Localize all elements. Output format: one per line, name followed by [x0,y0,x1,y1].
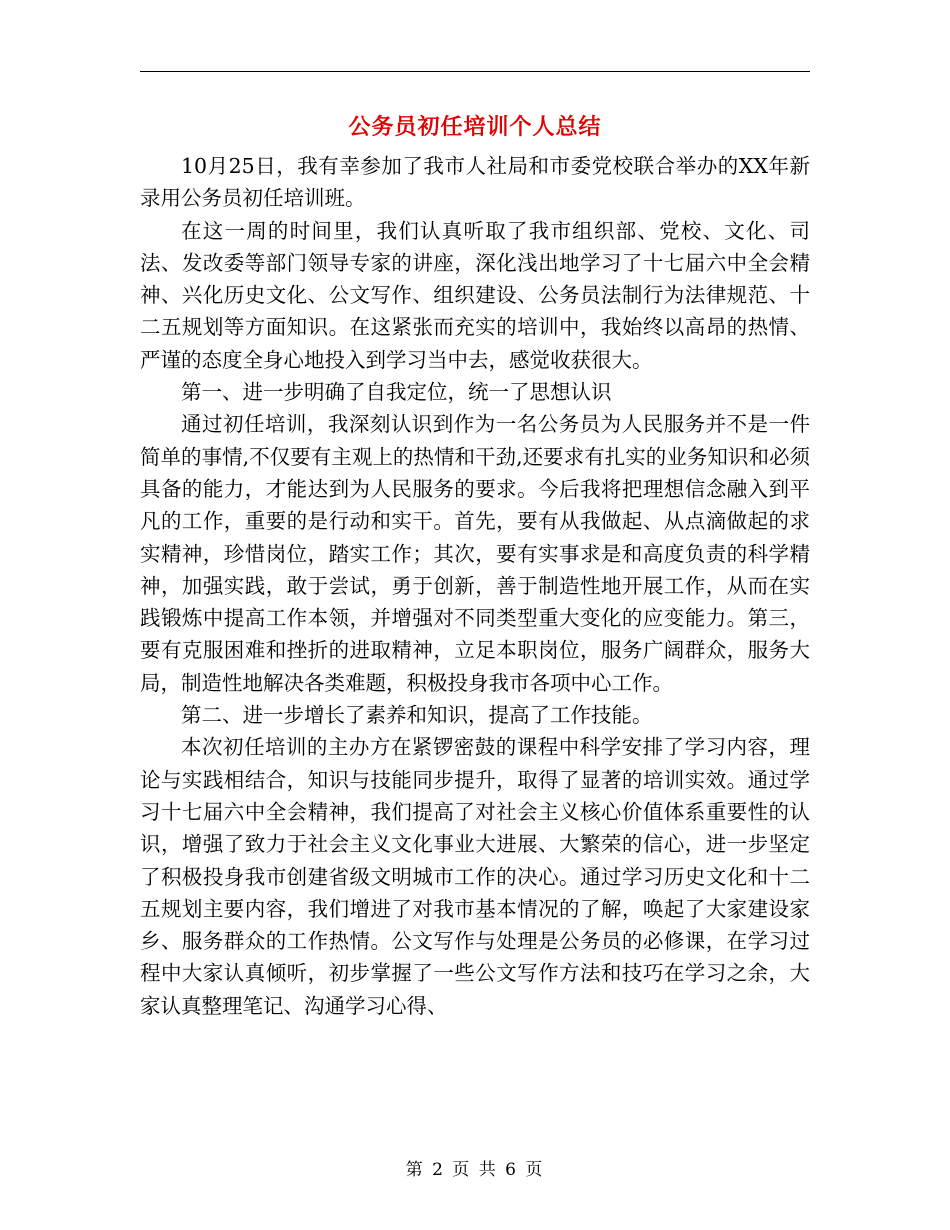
paragraph-overview: 在这一周的时间里，我们认真听取了我市组织部、党校、文化、司法、发改委等部门领导专家的讲座，深化浅出地学习了十七届六中全会精神、兴化历史文化、公文写作、组织建设、公务员法制行为法律规范、十二五规划等方面知识。在这紧张而充实的培训中，我始终以高昂的热情、严谨的态度全身心地投入到学习当中去，感觉收获很大。 [140,218,810,372]
document-title: 公务员初任培训个人总结 [348,114,602,140]
page-footer: 第 2 页 共 6 页 [405,1160,545,1180]
document-body [140,150,810,1022]
section-heading-2: 第二、进一步增长了素养和知识，提高了工作技能。 [181,703,653,728]
section-heading-1: 第一、进一步明确了自我定位，统一了思想认识 [181,380,612,405]
paragraph-section-2: 本次初任培训的主办方在紧锣密鼓的课程中科学安排了学习内容，理论与实践相结合，知识与技能同步提升，取得了显著的培训实效。通过学习十七届六中全会精神，我们提高了对社会主义核心价值体系重要性的认识，增强了致力于社会主义文化事业大进展、大繁荣的信心，进一步坚定了积极投身我市创建省级文明城市工作的决心。通过学习历史文化和十二五规划主要内容，我们增进了对我市基本情况的了解，唤起了大家建设家乡、服务群众的工作热情。公文写作与处理是公务员的必修课，在学习过程中大家认真倾听，初步掌握了一些公文写作方法和技巧在学习之余，大家认真整理笔记、沟通学习心得、 [140,735,810,1018]
header-rule [140,71,810,72]
paragraph-intro: 10月25日，我有幸参加了我市人社局和市委党校联合举办的XX年新录用公务员初任培训班。 [140,154,810,211]
paragraph-section-1: 通过初任培训，我深刻认识到作为一名公务员为人民服务并不是一件简单的事情,不仅要有主观上的热情和干劲,还要求有扎实的业务知识和必须具备的能力，才能达到为人民服务的要求。今后我将把理想信念融入到平凡的工作，重要的是行动和实干。首先，要有从我做起、从点滴做起的求实精神，珍惜岗位，踏实工作；其次，要有实事求是和高度负责的科学精神，加强实践，敢于尝试，勇于创新，善于制造性地开展工作，从而在实践锻炼中提高工作本领，并增强对不同类型重大变化的应变能力。第三，要有克服困难和挫折的进取精神，立足本职岗位，服务广阔群众，服务大局，制造性地解决各类难题，积极投身我市各项中心工作。 [140,412,810,695]
